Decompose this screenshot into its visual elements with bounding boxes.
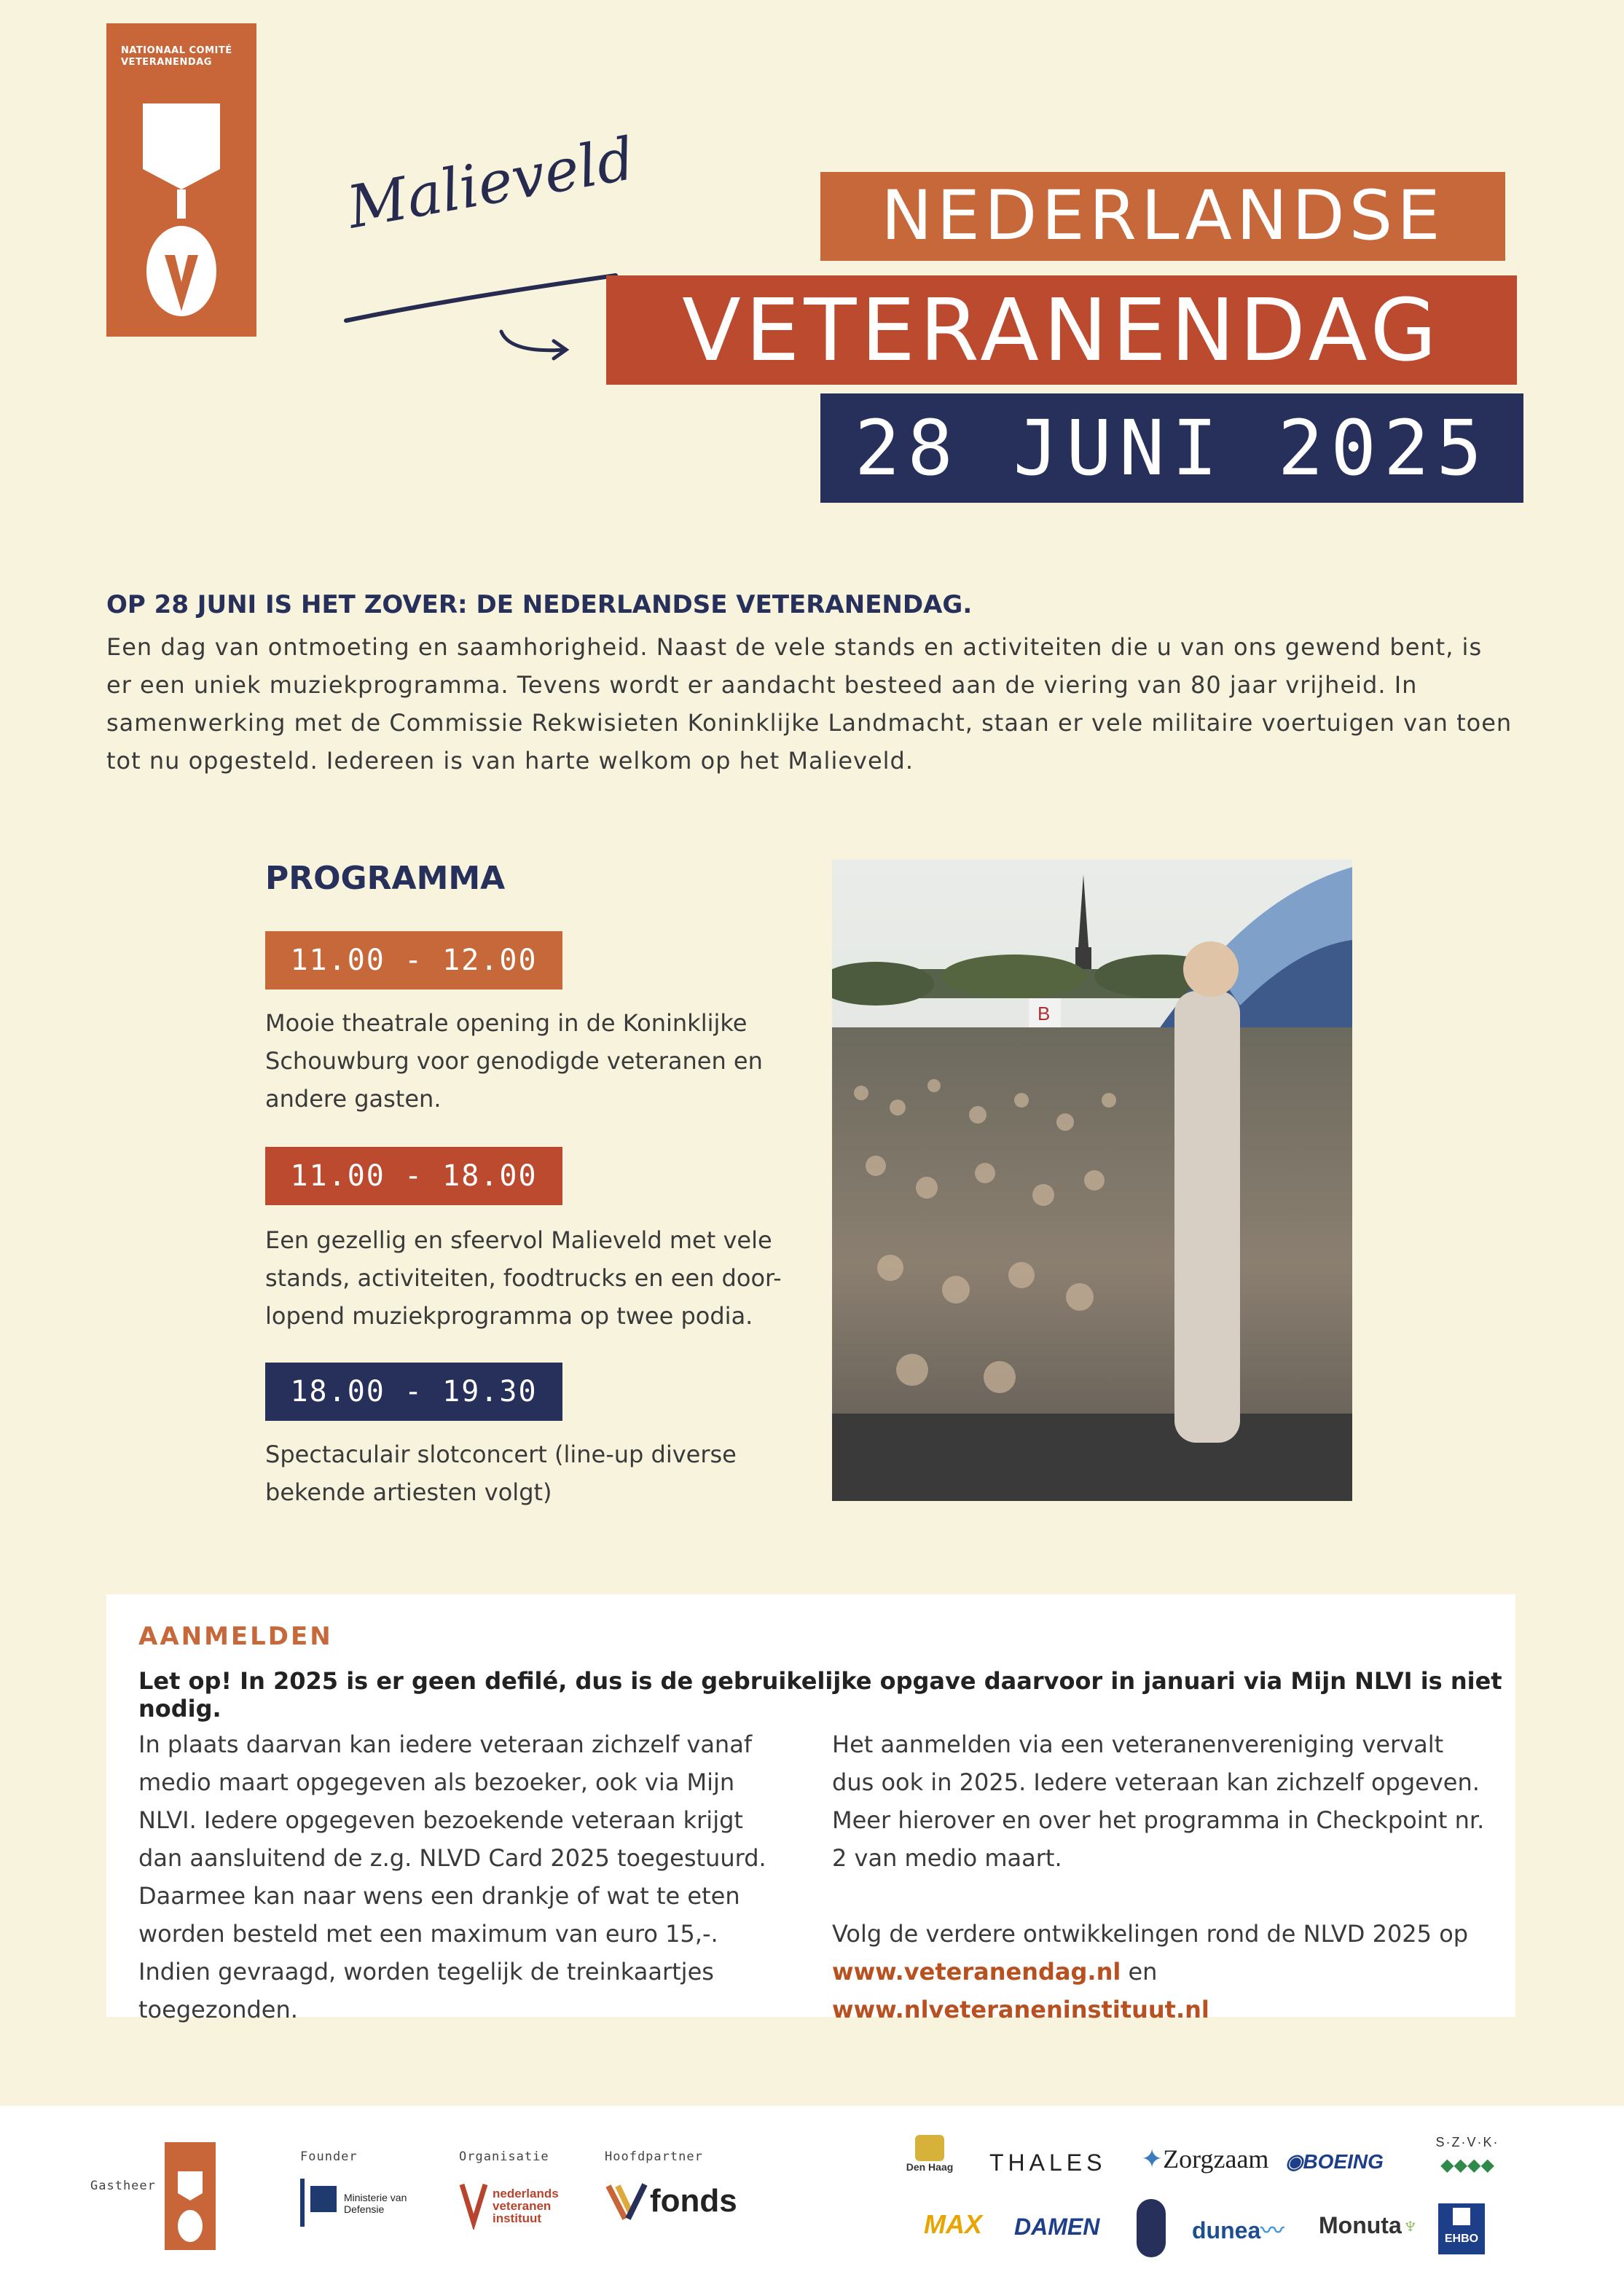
szvk-text: S·Z·V·K· <box>1435 2135 1499 2149</box>
founder-label: Founder <box>300 2149 358 2164</box>
defensie-logo <box>300 2179 446 2227</box>
szvk-logo <box>1432 2135 1502 2176</box>
aanmelden-col2-p2: Volg de verdere ontwikkelingen rond de NLVD 2025 op <box>832 1920 1469 1948</box>
max-logo: MAX <box>924 2209 982 2239</box>
dunea-text: dunea <box>1192 2217 1261 2243</box>
crest-icon <box>310 2186 337 2212</box>
ehbo-logo <box>1438 2203 1485 2254</box>
and-word: en <box>1128 1958 1158 1986</box>
boeing-icon: ◉ <box>1285 2150 1303 2173</box>
police-badge-icon <box>1137 2199 1166 2257</box>
veteranendag-link[interactable]: www.veteranendag.nl <box>832 1958 1121 1986</box>
time-badge-1: 11.00 - 12.00 <box>265 931 562 989</box>
organisatie-label: Organisatie <box>459 2149 549 2164</box>
nlvi-link[interactable]: www.nlveteraneninstituut.nl <box>832 1996 1209 2023</box>
dunea-wave-icon: 〰 <box>1260 2217 1284 2243</box>
crowd-image <box>832 860 1352 1501</box>
time-badge-3: 18.00 - 19.30 <box>265 1363 562 1421</box>
title-line2: VETERANENDAG <box>606 275 1517 385</box>
title-line1: NEDERLANDSE <box>820 172 1505 261</box>
vfonds-v-icon <box>605 2179 648 2222</box>
aanmelden-col1: In plaats daarvan kan iedere veteraan zichzelf vanaf medio maart opgegeven als bezoeker, ook via Mijn NLVI. Iedere opgegeven bezoekende veteraan krijgt dan aansluitend de z.g. NLVD Card 2025 toegestuurd. Daarmee kan naar wens een drankje of wat te eten worden besteld met een maximum van euro 15,-. Indien gevraagd, worden tegelijk de treinkaartjes toegezonden. <box>138 1731 766 2023</box>
photo-sign: B <box>1037 1003 1051 1024</box>
monuta-text: Monuta <box>1319 2212 1402 2238</box>
intro-heading: OP 28 JUNI IS HET ZOVER: DE NEDERLANDSE VETERANENDAG. <box>106 590 973 619</box>
ehbo-text: EHBO <box>1444 2233 1479 2245</box>
denhaag-logo <box>901 2135 959 2186</box>
medal-icon <box>106 23 256 337</box>
vfonds-logo <box>605 2179 758 2230</box>
defensie-text: Ministerie van Defensie <box>344 2192 407 2215</box>
logo-text: NATIONAAL COMITÉ VETERANENDAG <box>121 45 232 68</box>
stork-icon <box>915 2135 944 2161</box>
program-text-3: Spectaculair slotconcert (line-up diverse bekende artiesten volgt) <box>265 1441 737 1506</box>
aanmelden-heading: AANMELDEN <box>138 1622 333 1651</box>
event-photo <box>832 860 1352 1501</box>
ehbo-cross-icon <box>1453 2208 1470 2225</box>
hoofdpartner-label: Hoofdpartner <box>605 2149 703 2164</box>
nlvi-text: nederlands veteranen instituut <box>493 2187 559 2225</box>
aanmelden-col2 <box>832 1725 1488 2029</box>
sponsor-footer <box>0 2106 1624 2285</box>
zorgzaam-logo <box>1141 2144 1268 2174</box>
zorgzaam-text: Zorgzaam <box>1163 2144 1269 2174</box>
title-date: 28 JUNI 2025 <box>820 393 1523 503</box>
script-underline <box>342 270 619 328</box>
dunea-logo <box>1192 2212 1284 2246</box>
time-badge-2: 11.00 - 18.00 <box>265 1147 562 1205</box>
gastheer-logo <box>165 2142 216 2250</box>
medal-icon-small <box>165 2142 216 2250</box>
nlvi-logo <box>459 2179 597 2230</box>
aanmelden-col2-p1: Het aanmelden via een veteranenvereniging vervalt dus ook in 2025. Iedere veteraan kan zichzelf opgeven. Meer hierover en over het programma in Checkpoint nr. 2 van medio maart. <box>832 1731 1485 1872</box>
boeing-logo <box>1285 2149 1384 2174</box>
programma-heading: PROGRAMMA <box>265 860 506 897</box>
damen-logo: DAMEN <box>1014 2214 1100 2240</box>
nlvi-v-icon <box>459 2179 488 2230</box>
monuta-icon: ♆ <box>1401 2212 1419 2238</box>
monuta-logo <box>1319 2212 1419 2239</box>
szvk-icon: ◆◆◆◆ <box>1440 2155 1494 2175</box>
program-text-1: Mooie theatrale opening in de Koninklijke Schouwburg voor genodigde veteranen en andere gasten. <box>265 1009 763 1113</box>
intro-body: Een dag van ontmoeting en saamhorigheid. Naast de vele stands en activiteiten die u van ons gewend bent, is er een uniek muziekprogramma. Tevens wordt er aandacht besteed aan de viering van 80 jaar vrijheid. In samenwerking met de Commissie Rekwisieten Koninklijke Landmacht, staan er vele militaire voertuigen van toen tot nu opgesteld. Iedereen is van harte welkom op het Malieveld. <box>106 633 1513 775</box>
committee-logo <box>106 23 256 337</box>
aanmelden-box <box>106 1594 1515 2023</box>
gastheer-label: Gastheer <box>90 2179 156 2193</box>
zorgzaam-icon: ✦ <box>1141 2144 1164 2174</box>
program-text-2: Een gezellig en sfeervol Malieveld met vele stands, activiteiten, foodtrucks en een door-lopend muziekprogramma op twee podia. <box>265 1226 782 1330</box>
fonds-text: fonds <box>650 2183 737 2219</box>
aanmelden-notice: Let op! In 2025 is er geen defilé, dus is de gebruikelijke opgave daarvoor in januari via Mijn NLVI is niet nodig. <box>138 1667 1502 1722</box>
arrow-icon <box>495 321 576 364</box>
thales-logo: THALES <box>989 2149 1107 2176</box>
boeing-text: BOEING <box>1303 2150 1384 2173</box>
denhaag-text: Den Haag <box>906 2161 954 2173</box>
malieveld-script: Malieveld <box>342 124 640 242</box>
